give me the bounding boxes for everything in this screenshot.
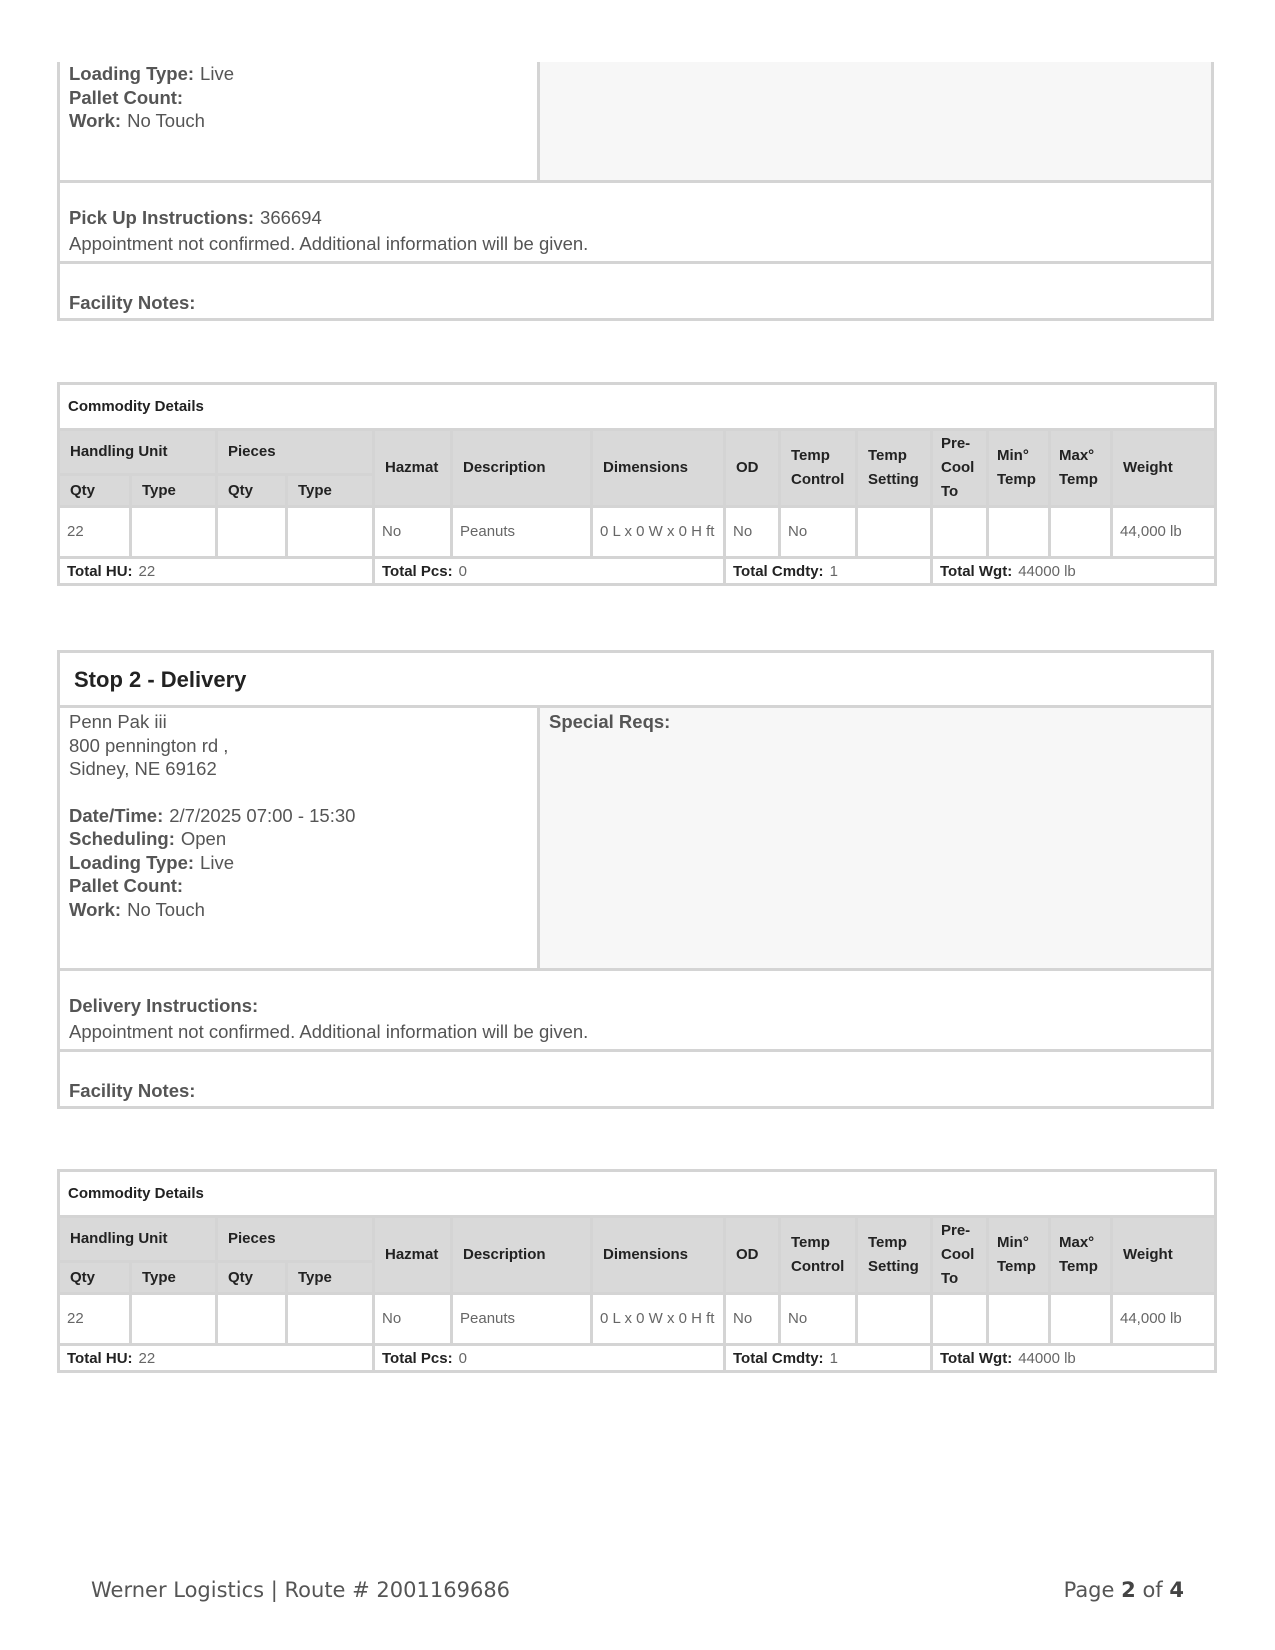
temp-control-cell: No: [780, 507, 857, 558]
pcs-qty-cell: [217, 1294, 287, 1345]
work-label: Work:: [69, 898, 122, 920]
loading-type-value: Live: [200, 851, 234, 873]
datetime-label: Date/Time:: [69, 804, 164, 826]
pickup-instructions-code: 366694: [260, 207, 322, 228]
od-cell: No: [725, 507, 780, 558]
hu-type-cell: [131, 1294, 217, 1345]
footer-route: Werner Logistics | Route # 2001169686: [91, 1578, 511, 1602]
delivery-instructions-label: Delivery Instructions:: [69, 995, 259, 1016]
scheduling-label: Scheduling:: [69, 828, 175, 849]
dimensions-cell: 0 L x 0 W x 0 H ft: [592, 1294, 725, 1345]
hu-type-cell: [131, 507, 217, 558]
total-wgt: Total Wgt: 44000 lb: [932, 1345, 1216, 1372]
special-reqs-label: Special Reqs:: [549, 711, 671, 732]
commodity-title: Commodity Details: [59, 1171, 1216, 1217]
pre-cool-cell: [932, 1294, 988, 1345]
hu-type-header: Type: [131, 475, 217, 507]
page-number: Page 2 of 4: [1063, 1578, 1184, 1602]
totals-row: [59, 558, 1216, 585]
delivery-instructions-row: [60, 971, 1211, 1052]
address-line2: Sidney, NE 69162: [69, 758, 217, 779]
pcs-type-header: Type: [287, 475, 374, 507]
weight-header: Weight: [1112, 430, 1216, 507]
pickup-instructions-label: Pick Up Instructions:: [69, 207, 255, 228]
weight-cell: 44,000 lb: [1112, 507, 1216, 558]
stop2-title: Stop 2 - Delivery: [74, 667, 247, 692]
hazmat-cell: No: [374, 1294, 452, 1345]
table-row: [59, 507, 1216, 558]
description-header: Description: [452, 430, 592, 507]
max-temp-cell: [1050, 1294, 1112, 1345]
total-cmdty: Total Cmdty: 1: [725, 1345, 932, 1372]
hu-qty-cell: 22: [59, 507, 131, 558]
temp-setting-header: Temp Setting: [857, 430, 932, 507]
max-temp-cell: [1050, 507, 1112, 558]
work-value: No Touch: [127, 898, 205, 920]
max-temp-header: Max° Temp: [1050, 1217, 1112, 1294]
od-header: OD: [725, 430, 780, 507]
hu-type-header: Type: [131, 1262, 217, 1294]
dimensions-header: Dimensions: [592, 1217, 725, 1294]
pcs-qty-header: Qty: [217, 1262, 287, 1294]
work-value: No Touch: [127, 110, 205, 131]
max-temp-header: Max° Temp: [1050, 430, 1112, 507]
hazmat-header: Hazmat: [374, 430, 452, 507]
temp-control-header: Temp Control: [780, 1217, 857, 1294]
od-cell: No: [725, 1294, 780, 1345]
description-cell: Peanuts: [452, 1294, 592, 1345]
stop1-details-row: [60, 62, 1211, 183]
pcs-qty-header: Qty: [217, 475, 287, 507]
address-line1: 800 pennington rd ,: [69, 734, 229, 756]
pcs-qty-cell: [217, 507, 287, 558]
temp-control-header: Temp Control: [780, 430, 857, 507]
pallet-count-label: Pallet Count:: [69, 86, 184, 108]
description-header: Description: [452, 1217, 592, 1294]
facility-notes-label: Facility Notes:: [69, 1080, 196, 1101]
pieces-header: Pieces: [217, 430, 374, 475]
stop1-details: [60, 62, 540, 180]
od-header: OD: [725, 1217, 780, 1294]
hu-qty-header: Qty: [59, 1262, 131, 1294]
commodity-details-table: [57, 382, 1217, 586]
dimensions-cell: 0 L x 0 W x 0 H ft: [592, 507, 725, 558]
pcs-type-cell: [287, 1294, 374, 1345]
scheduling-value: Open: [180, 828, 227, 849]
table-row: [59, 1294, 1216, 1345]
stop2-header: [60, 653, 1211, 708]
pickup-instructions-text: Appointment not confirmed. Additional information will be given.: [69, 233, 589, 254]
stop2-special-reqs: [540, 708, 1211, 968]
datetime-value: 2/7/2025 07:00 - 15:30: [169, 804, 356, 826]
min-temp-header: Min° Temp: [988, 1217, 1050, 1294]
commodity-title: Commodity Details: [59, 384, 1216, 430]
stop1-special-reqs: [540, 62, 1211, 180]
pre-cool-header: Pre-Cool To: [932, 430, 988, 507]
hu-qty-cell: 22: [59, 1294, 131, 1345]
delivery-instructions-text: Appointment not confirmed. Additional information will be given.: [69, 1021, 589, 1042]
total-pcs: Total Pcs: 0: [374, 1345, 725, 1372]
temp-control-cell: No: [780, 1294, 857, 1345]
pickup-instructions-row: [60, 183, 1211, 264]
hu-qty-header: Qty: [59, 475, 131, 507]
temp-setting-cell: [857, 1294, 932, 1345]
loading-type-label: Loading Type:: [69, 851, 195, 873]
total-pcs: Total Pcs: 0: [374, 558, 725, 585]
facility-notes-row: [60, 264, 1211, 318]
temp-setting-header: Temp Setting: [857, 1217, 932, 1294]
pcs-type-header: Type: [287, 1262, 374, 1294]
stop2-details-row: [60, 708, 1211, 971]
min-temp-cell: [988, 1294, 1050, 1345]
pallet-count-label: Pallet Count:: [69, 875, 184, 896]
total-hu: Total HU: 22: [59, 1345, 374, 1372]
loading-type-value: Live: [200, 63, 234, 84]
stop1-panel: [57, 62, 1214, 321]
stop2-panel: [57, 650, 1214, 1109]
pieces-header: Pieces: [217, 1217, 374, 1262]
total-wgt: Total Wgt: 44000 lb: [932, 558, 1216, 585]
total-hu: Total HU: 22: [59, 558, 374, 585]
weight-header: Weight: [1112, 1217, 1216, 1294]
min-temp-header: Min° Temp: [988, 430, 1050, 507]
description-cell: Peanuts: [452, 507, 592, 558]
min-temp-cell: [988, 507, 1050, 558]
handling-unit-header: Handling Unit: [59, 1217, 217, 1262]
handling-unit-header: Handling Unit: [59, 430, 217, 475]
hazmat-header: Hazmat: [374, 1217, 452, 1294]
temp-setting-cell: [857, 507, 932, 558]
total-cmdty: Total Cmdty: 1: [725, 558, 932, 585]
pre-cool-cell: [932, 507, 988, 558]
loading-type-label: Loading Type:: [69, 63, 195, 84]
pcs-type-cell: [287, 507, 374, 558]
hazmat-cell: No: [374, 507, 452, 558]
stop2-details: [60, 708, 540, 968]
dimensions-header: Dimensions: [592, 430, 725, 507]
weight-cell: 44,000 lb: [1112, 1294, 1216, 1345]
pre-cool-header: Pre-Cool To: [932, 1217, 988, 1294]
commodity-details-table: [57, 1169, 1217, 1373]
work-label: Work:: [69, 110, 122, 131]
totals-row: [59, 1345, 1216, 1372]
facility-notes-row: [60, 1052, 1211, 1106]
facility-name: Penn Pak iii: [69, 711, 167, 732]
facility-notes-label: Facility Notes:: [69, 292, 196, 313]
